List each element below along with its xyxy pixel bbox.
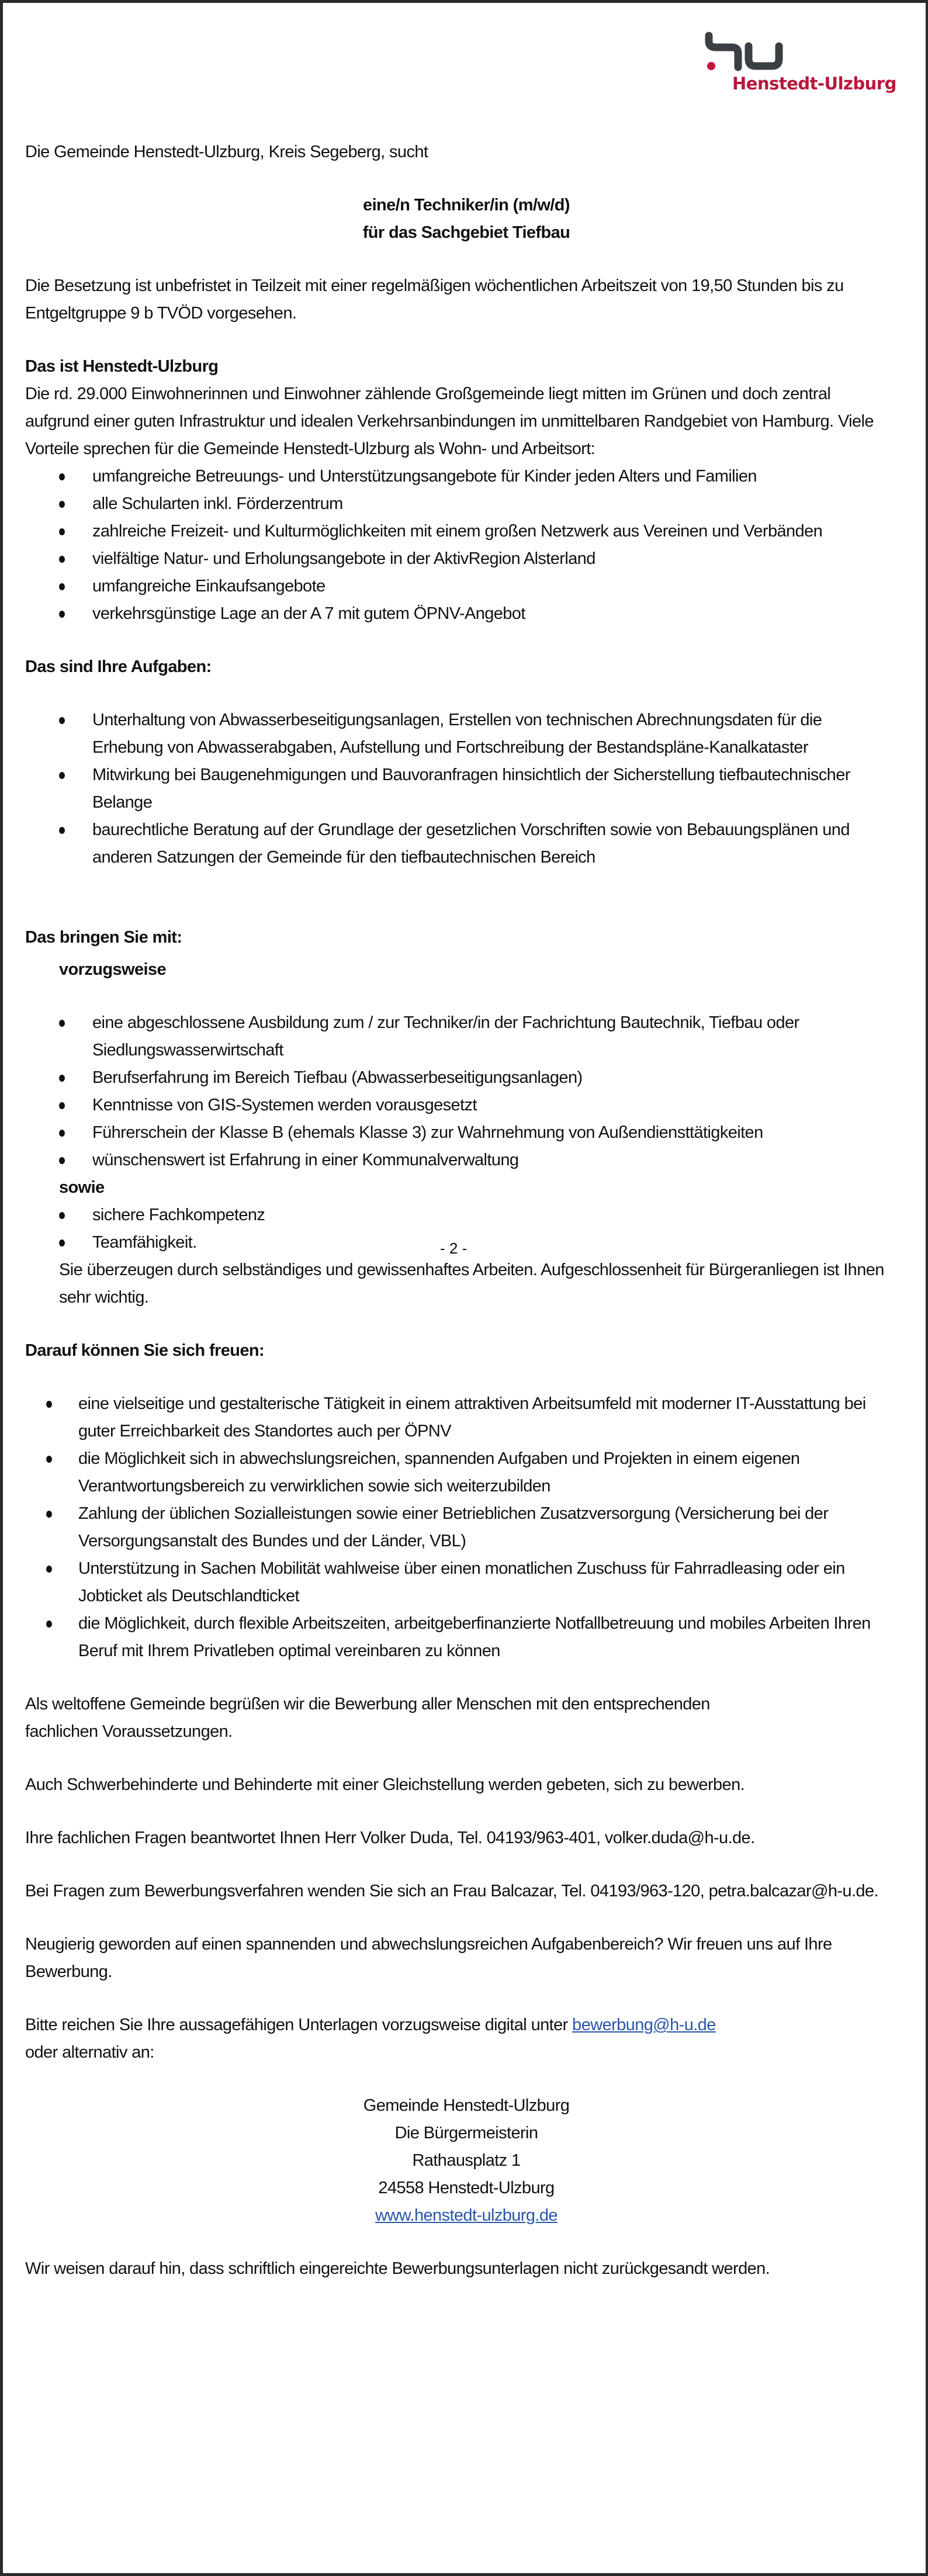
apply-instructions bbox=[25, 2011, 726, 2066]
list-item: die Möglichkeit sich in abwechslungsreichen, spannenden Aufgaben und Projekten in einem eigenen Verantwortungsbereich zu verwirklichen sowie sich weiterzubilden bbox=[25, 1445, 890, 1500]
list-item: Mitwirkung bei Baugenehmigungen und Bauvoranfragen hinsichtlich der Sicherstellung tiefbautechnischer Belange bbox=[25, 761, 878, 816]
list-item: umfangreiche Einkaufsangebote bbox=[25, 573, 867, 600]
list-item: zahlreiche Freizeit- und Kulturmöglichkeiten mit einem großen Netzwerk aus Vereinen und Verbänden bbox=[25, 518, 867, 545]
section-tasks bbox=[25, 653, 902, 871]
list-item: umfangreiche Betreuungs- und Unterstützungsangebote für Kinder jeden Alters und Familien bbox=[25, 463, 867, 490]
list-item: alle Schularten inkl. Förderzentrum bbox=[25, 490, 867, 518]
list-item: baurechtliche Beratung auf der Grundlage der gesetzlichen Vorschriften sowie von Bebauungsplänen und anderen Satzungen der Gemeinde für den tiefbautechnischen Bereich bbox=[25, 816, 878, 871]
section-heading-about: Das ist Henstedt-Ulzburg bbox=[25, 357, 219, 376]
job-title: eine/n Techniker/in (m/w/d) bbox=[363, 196, 570, 214]
address-line: Rathausplatz 1 bbox=[412, 2151, 521, 2170]
address-line: 24558 Henstedt-Ulzburg bbox=[378, 2179, 555, 2197]
list-item: eine abgeschlossene Ausbildung zum / zur Techniker/in der Fachrichtung Bautechnik, Tiefbau oder Siedlungswasserwirtschaft bbox=[25, 1009, 872, 1064]
list-item: Unterhaltung von Abwasserbeseitigungsanlagen, Erstellen von technischen Abrechnungsdaten für die Erhebung von Abwasserabgaben, Aufstellung und Fortschreibung der Bestandspläne-Kanalkataster bbox=[25, 707, 878, 761]
footer-note: Wir weisen darauf hin, dass schriftlich eingereichte Bewerbungsunterlagen nicht zurückgesandt werden. bbox=[25, 2259, 770, 2278]
technical-contact: Ihre fachlichen Fragen beantwortet Ihnen Herr Volker Duda, Tel. 04193/963-401, volker.duda@h-u.de. bbox=[25, 1829, 755, 1847]
list-item: Berufserfahrung im Bereich Tiefbau (Abwasserbeseitigungsanlagen) bbox=[25, 1064, 872, 1092]
list-item: verkehrsgünstige Lage an der A 7 mit gutem ÖPNV-Angebot bbox=[25, 600, 867, 628]
job-subtitle: für das Sachgebiet Tiefbau bbox=[362, 223, 570, 242]
list-item: Unterstützung in Sachen Mobilität wahlweise über einen monatlichen Zuschuss für Fahrradleasing oder ein Jobticket als Deutschlandticket bbox=[25, 1555, 890, 1610]
list-item: wünschenswert ist Erfahrung in einer Kommunalverwaltung bbox=[25, 1147, 872, 1174]
process-contact: Bei Fragen zum Bewerbungsverfahren wenden Sie sich an Frau Balcazar, Tel. 04193/963-120, petra.balcazar@h-u.de. bbox=[25, 1882, 878, 1900]
postal-address bbox=[25, 2092, 908, 2229]
section-heading-tasks: Das sind Ihre Aufgaben: bbox=[25, 657, 212, 676]
curious-text: Neugierig geworden auf einen spannenden und abwechslungsreichen Aufgabenbereich? Wir freuen uns auf Ihre Bewerbung. bbox=[25, 1935, 832, 1981]
apply-text-after: oder alternativ an: bbox=[25, 2043, 154, 2062]
about-list bbox=[25, 463, 867, 628]
requirements-closing: Sie überzeugen durch selbständiges und gewissenhaftes Arbeiten. Aufgeschlossenheit für Bürgeranliegen ist Ihnen sehr wichtig. bbox=[59, 1261, 884, 1307]
address-line: Gemeinde Henstedt-Ulzburg bbox=[363, 2096, 570, 2115]
website-link[interactable]: www.henstedt-ulzburg.de bbox=[375, 2206, 558, 2225]
benefits-list bbox=[25, 1390, 890, 1665]
intro-text: Die Gemeinde Henstedt-Ulzburg, Kreis Segeberg, sucht bbox=[25, 143, 428, 161]
section-heading-benefits: Darauf können Sie sich freuen: bbox=[25, 1341, 265, 1360]
also-label: sowie bbox=[59, 1178, 105, 1197]
preferred-list bbox=[25, 1009, 872, 1174]
list-item: sichere Fachkompetenz bbox=[25, 1202, 902, 1229]
logo-brand-name: Henstedt-Ulzburg bbox=[732, 74, 896, 94]
apply-text-before: Bitte reichen Sie Ihre aussagefähigen Unterlagen vorzugsweise digital unter bbox=[25, 2016, 568, 2034]
application-email-link[interactable]: bewerbung@h-u.de bbox=[572, 2016, 716, 2034]
list-item: vielfältige Natur- und Erholungsangebote in der AktivRegion Alsterland bbox=[25, 545, 867, 573]
section-about bbox=[25, 353, 902, 628]
preferred-label: vorzugsweise bbox=[59, 960, 166, 979]
page-number-marker: - 2 - bbox=[440, 1239, 468, 1257]
list-item: eine vielseitige und gestalterische Tätigkeit in einem attraktiven Arbeitsumfeld mit moderner IT-Ausstattung bei guter Erreichbarkeit des Standortes auch per ÖPNV bbox=[25, 1390, 890, 1445]
disability-statement: Auch Schwerbehinderte und Behinderte mit einer Gleichstellung werden gebeten, sich zu bewerben. bbox=[25, 1775, 745, 1794]
list-item: Zahlung der üblichen Sozialleistungen sowie einer Betrieblichen Zusatzversorgung (Versicherung bei der Versorgungsanstalt des Bundes und der Länder, VBL) bbox=[25, 1500, 890, 1555]
about-text: Die rd. 29.000 Einwohnerinnen und Einwohner zählende Großgemeinde liegt mitten im Grünen und doch zentral aufgrund einer guten Infrastruktur und idealen Verkehrsanbindungen im unmittelbaren Randgebiet von Hamburg. Viele Vorteile sprechen für die Gemeinde Henstedt-Ulzburg als Wohn- und Arbeitsort: bbox=[25, 385, 874, 458]
tasks-list bbox=[25, 707, 878, 871]
section-heading-requirements: Das bringen Sie mit: bbox=[25, 928, 182, 947]
list-item: Teamfähigkeit. bbox=[25, 1229, 902, 1256]
diversity-statement: Als weltoffene Gemeinde begrüßen wir die Bewerbung aller Menschen mit den entsprechenden fachlichen Voraussetzungen. bbox=[25, 1695, 710, 1741]
section-benefits bbox=[25, 1337, 902, 1665]
employment-terms: Die Besetzung ist unbefristet in Teilzeit mit einer regelmäßigen wöchentlichen Arbeitszeit von 19,50 Stunden bis zu Entgeltgruppe 9 b TVÖD vorgesehen. bbox=[25, 276, 844, 323]
list-item: die Möglichkeit, durch flexible Arbeitszeiten, arbeitgeberfinanzierte Notfallbetreuung und mobiles Arbeiten Ihren Beruf mit Ihrem Privatleben optimal vereinbaren zu können bbox=[25, 1610, 890, 1665]
address-line: Die Bürgermeisterin bbox=[394, 2124, 538, 2142]
posting-content bbox=[25, 3, 902, 2283]
list-item: Kenntnisse von GIS-Systemen werden vorausgesetzt bbox=[25, 1092, 872, 1119]
list-item: Führerschein der Klasse B (ehemals Klasse 3) zur Wahrnehmung von Außendiensttätigkeiten bbox=[25, 1119, 872, 1147]
